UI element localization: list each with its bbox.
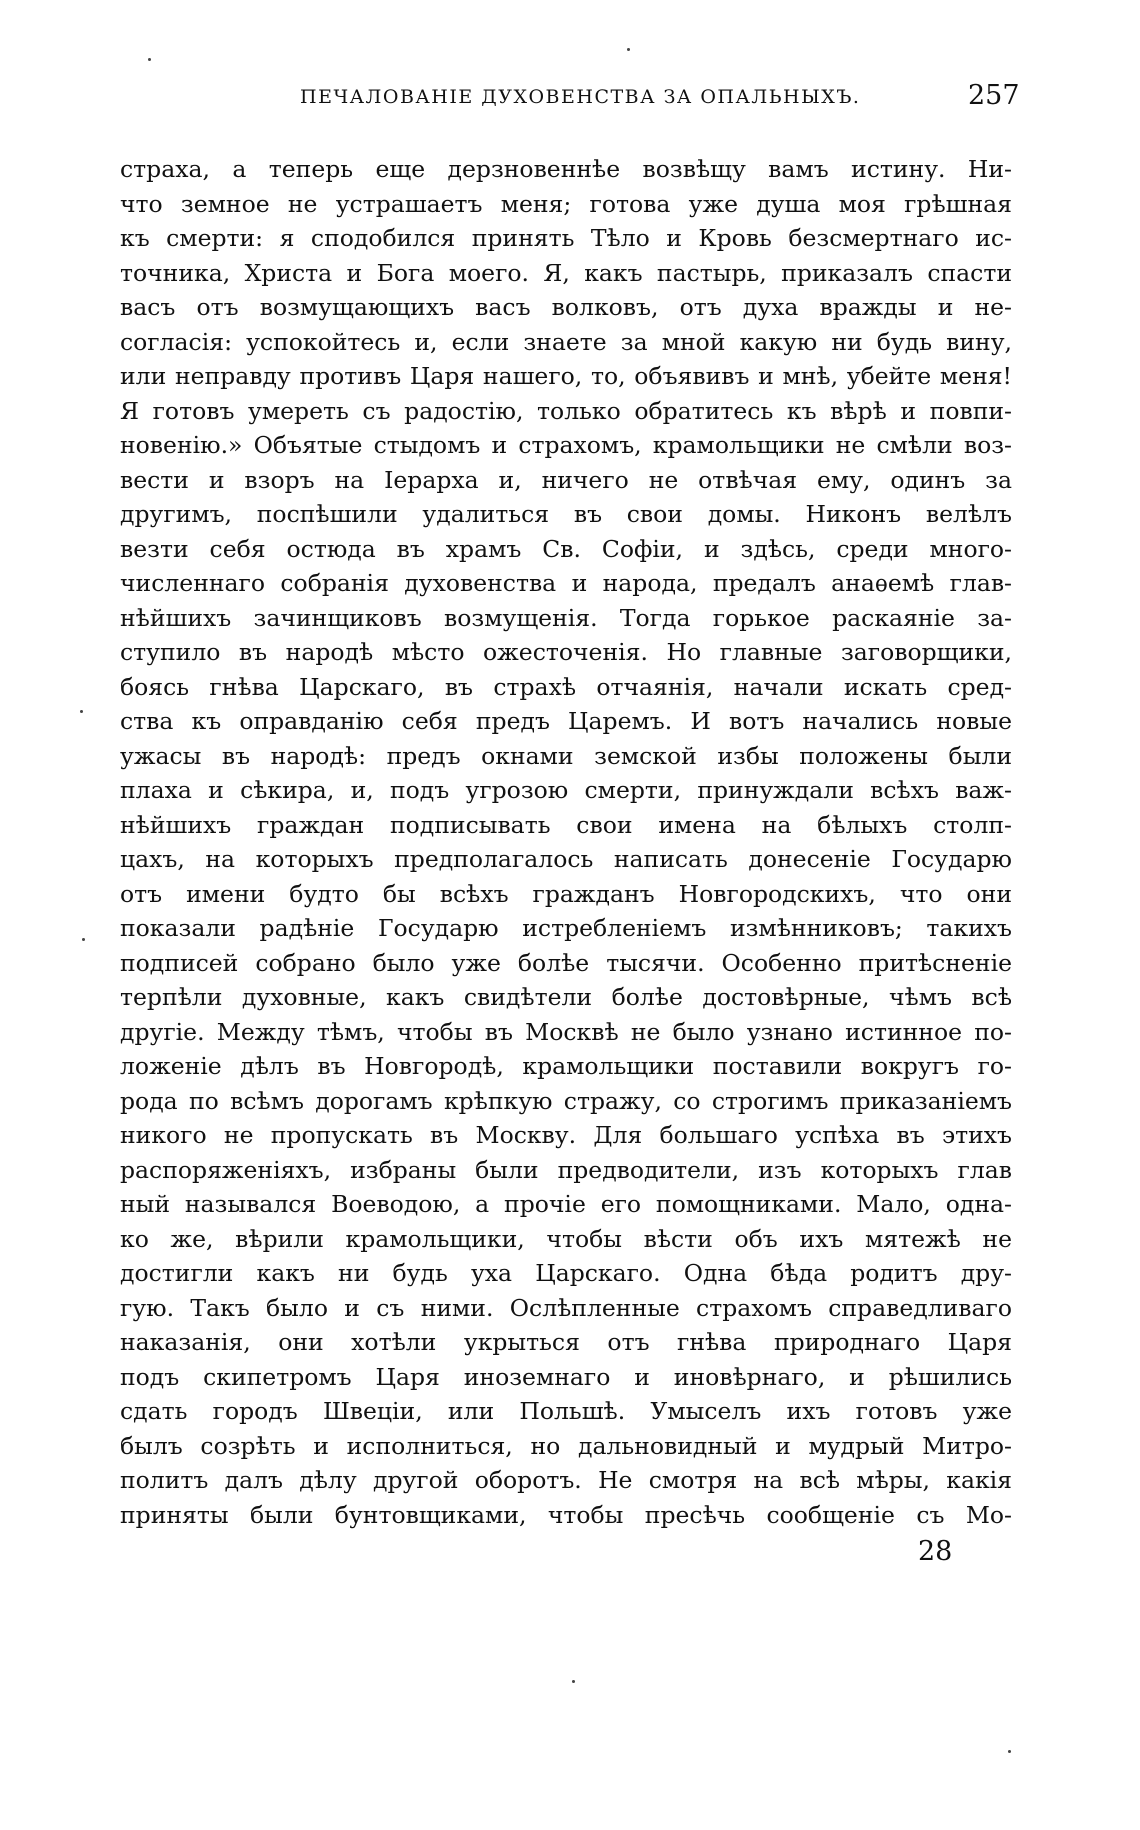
text-line: другіе. Между тѣмъ, чтобы въ Москвѣ не было узнано истинное по- [120,1017,1012,1046]
text-line: везти себя остюда въ храмъ Св. Софіи, и здѣсь, среди много- [120,534,1012,563]
text-line: ужасы въ народѣ: предъ окнами земской избы положены были [120,741,1012,770]
text-line: рода по всѣмъ дорогамъ крѣпкую стражу, со строгимъ приказаніемъ [120,1086,1012,1115]
text-line: къ смерти: я сподобился принять Тѣло и Кровь безсмертнаго ис- [120,224,1012,252]
text-line: ступило въ народѣ мѣсто ожесточенія. Но главные заговорщики, [120,638,1012,666]
text-line: согласія: успокойтесь и, если знаете за мной какую ни будь вину, [120,327,1012,356]
text-line: былъ созрѣть и исполниться, но дальновидный и мудрый Митро- [120,1431,1012,1460]
text-line: подъ скипетромъ Царя иноземнаго и иновѣрнаго, и рѣшились [120,1362,1012,1391]
text-line: никого не пропускать въ Москву. Для большаго успѣха въ этихъ [120,1121,1012,1149]
text-line: отъ имени будто бы всѣхъ гражданъ Новгородскихъ, что они [120,879,1012,908]
print-speck [627,48,630,51]
text-line: ко же, вѣрили крамольщики, чтобы вѣсти объ ихъ мятежѣ не [120,1224,1012,1253]
text-line: достигли какъ ни будь уха Царскаго. Одна бѣда родитъ дру- [120,1259,1012,1287]
text-line: ложеніе дѣлъ въ Новгородѣ, крамольщики поставили вокругъ го- [120,1052,1012,1080]
text-line: цахъ, на которыхъ предполагалось написать донесеніе Государю [120,845,1012,873]
signature-mark: 28 [918,1536,953,1567]
text-line: показали радѣніе Государю истребленіемъ измѣнниковъ; такихъ [120,914,1012,942]
print-speck [572,1680,575,1683]
text-line: плаха и сѣкира, и, подъ угрозою смерти, принуждали всѣхъ важ- [120,776,1012,804]
text-line: ный назывался Воеводою, а прочіе его помощниками. Мало, одна- [120,1190,1012,1218]
text-line: приняты были бунтовщиками, чтобы пресѣчь сообщеніе съ Мо- [120,1500,1012,1529]
text-line: новенію.» Объятые стыдомъ и страхомъ, крамольщики не смѣли воз- [120,431,1012,459]
text-line: ства къ оправданію себя предъ Царемъ. И вотъ начались новые [120,707,1012,735]
text-line: сдать городъ Швеціи, или Польшѣ. Умыселъ ихъ готовъ уже [120,1397,1012,1425]
text-line: подписей собрано было уже болѣе тысячи. Особенно притѣсненіе [120,948,1012,977]
text-line: Я готовъ умереть съ радостію, только обратитесь къ вѣрѣ и повпи- [120,396,1012,425]
text-line: страха, а теперь еще дерзновеннѣе возвѣщу вамъ истину. Ни- [120,155,1012,183]
print-speck [82,938,85,941]
text-line: терпѣли духовные, какъ свидѣтели болѣе достовѣрные, чѣмъ всѣ [120,983,1012,1011]
text-line: или неправду противъ Царя нашего, то, объявивъ и мнѣ, убейте меня! [120,362,1012,390]
text-line: вести и взоръ на Іерарха и, ничего не отвѣчая ему, одинъ за [120,465,1012,494]
running-title: ПЕЧАЛОВАНІЕ ДУХОВЕНСТВА ЗА ОПАЛЬНЫХЪ. [300,86,861,108]
text-line: наказанія, они хотѣли укрыться отъ гнѣва природнаго Царя [120,1328,1012,1356]
print-speck [80,710,83,713]
text-line: нѣйшихъ граждан подписывать свои имена на бѣлыхъ столп- [120,810,1012,839]
print-speck [1008,1750,1011,1753]
text-line: нѣйшихъ зачинщиковъ возмущенія. Тогда горькое раскаяніе за- [120,603,1012,632]
text-line: политъ далъ дѣлу другой оборотъ. Не смотря на всѣ мѣры, какія [120,1466,1012,1494]
text-line: точника, Христа и Бога моего. Я, какъ пастырь, приказалъ спасти [120,258,1012,287]
text-line: другимъ, поспѣшили удалиться въ свои домы. Никонъ велѣлъ [120,500,1012,528]
page-number: 257 [968,80,1020,111]
body-text [120,152,1012,1532]
text-line: распоряженіяхъ, избраны были предводители, изъ которыхъ глав [120,1155,1012,1184]
text-line: гую. Такъ было и съ ними. Ослѣпленные страхомъ справедливаго [120,1293,1012,1322]
print-speck [148,58,151,61]
text-line: боясь гнѣва Царскаго, въ страхѣ отчаянія, начали искать сред- [120,672,1012,701]
text-line: васъ отъ возмущающихъ васъ волковъ, отъ духа вражды и не- [120,293,1012,321]
text-line: что земное не устрашаетъ меня; готова уже душа моя грѣшная [120,189,1012,218]
text-line: численнаго собранія духовенства и народа, предалъ анаѳемѣ глав- [120,569,1012,597]
